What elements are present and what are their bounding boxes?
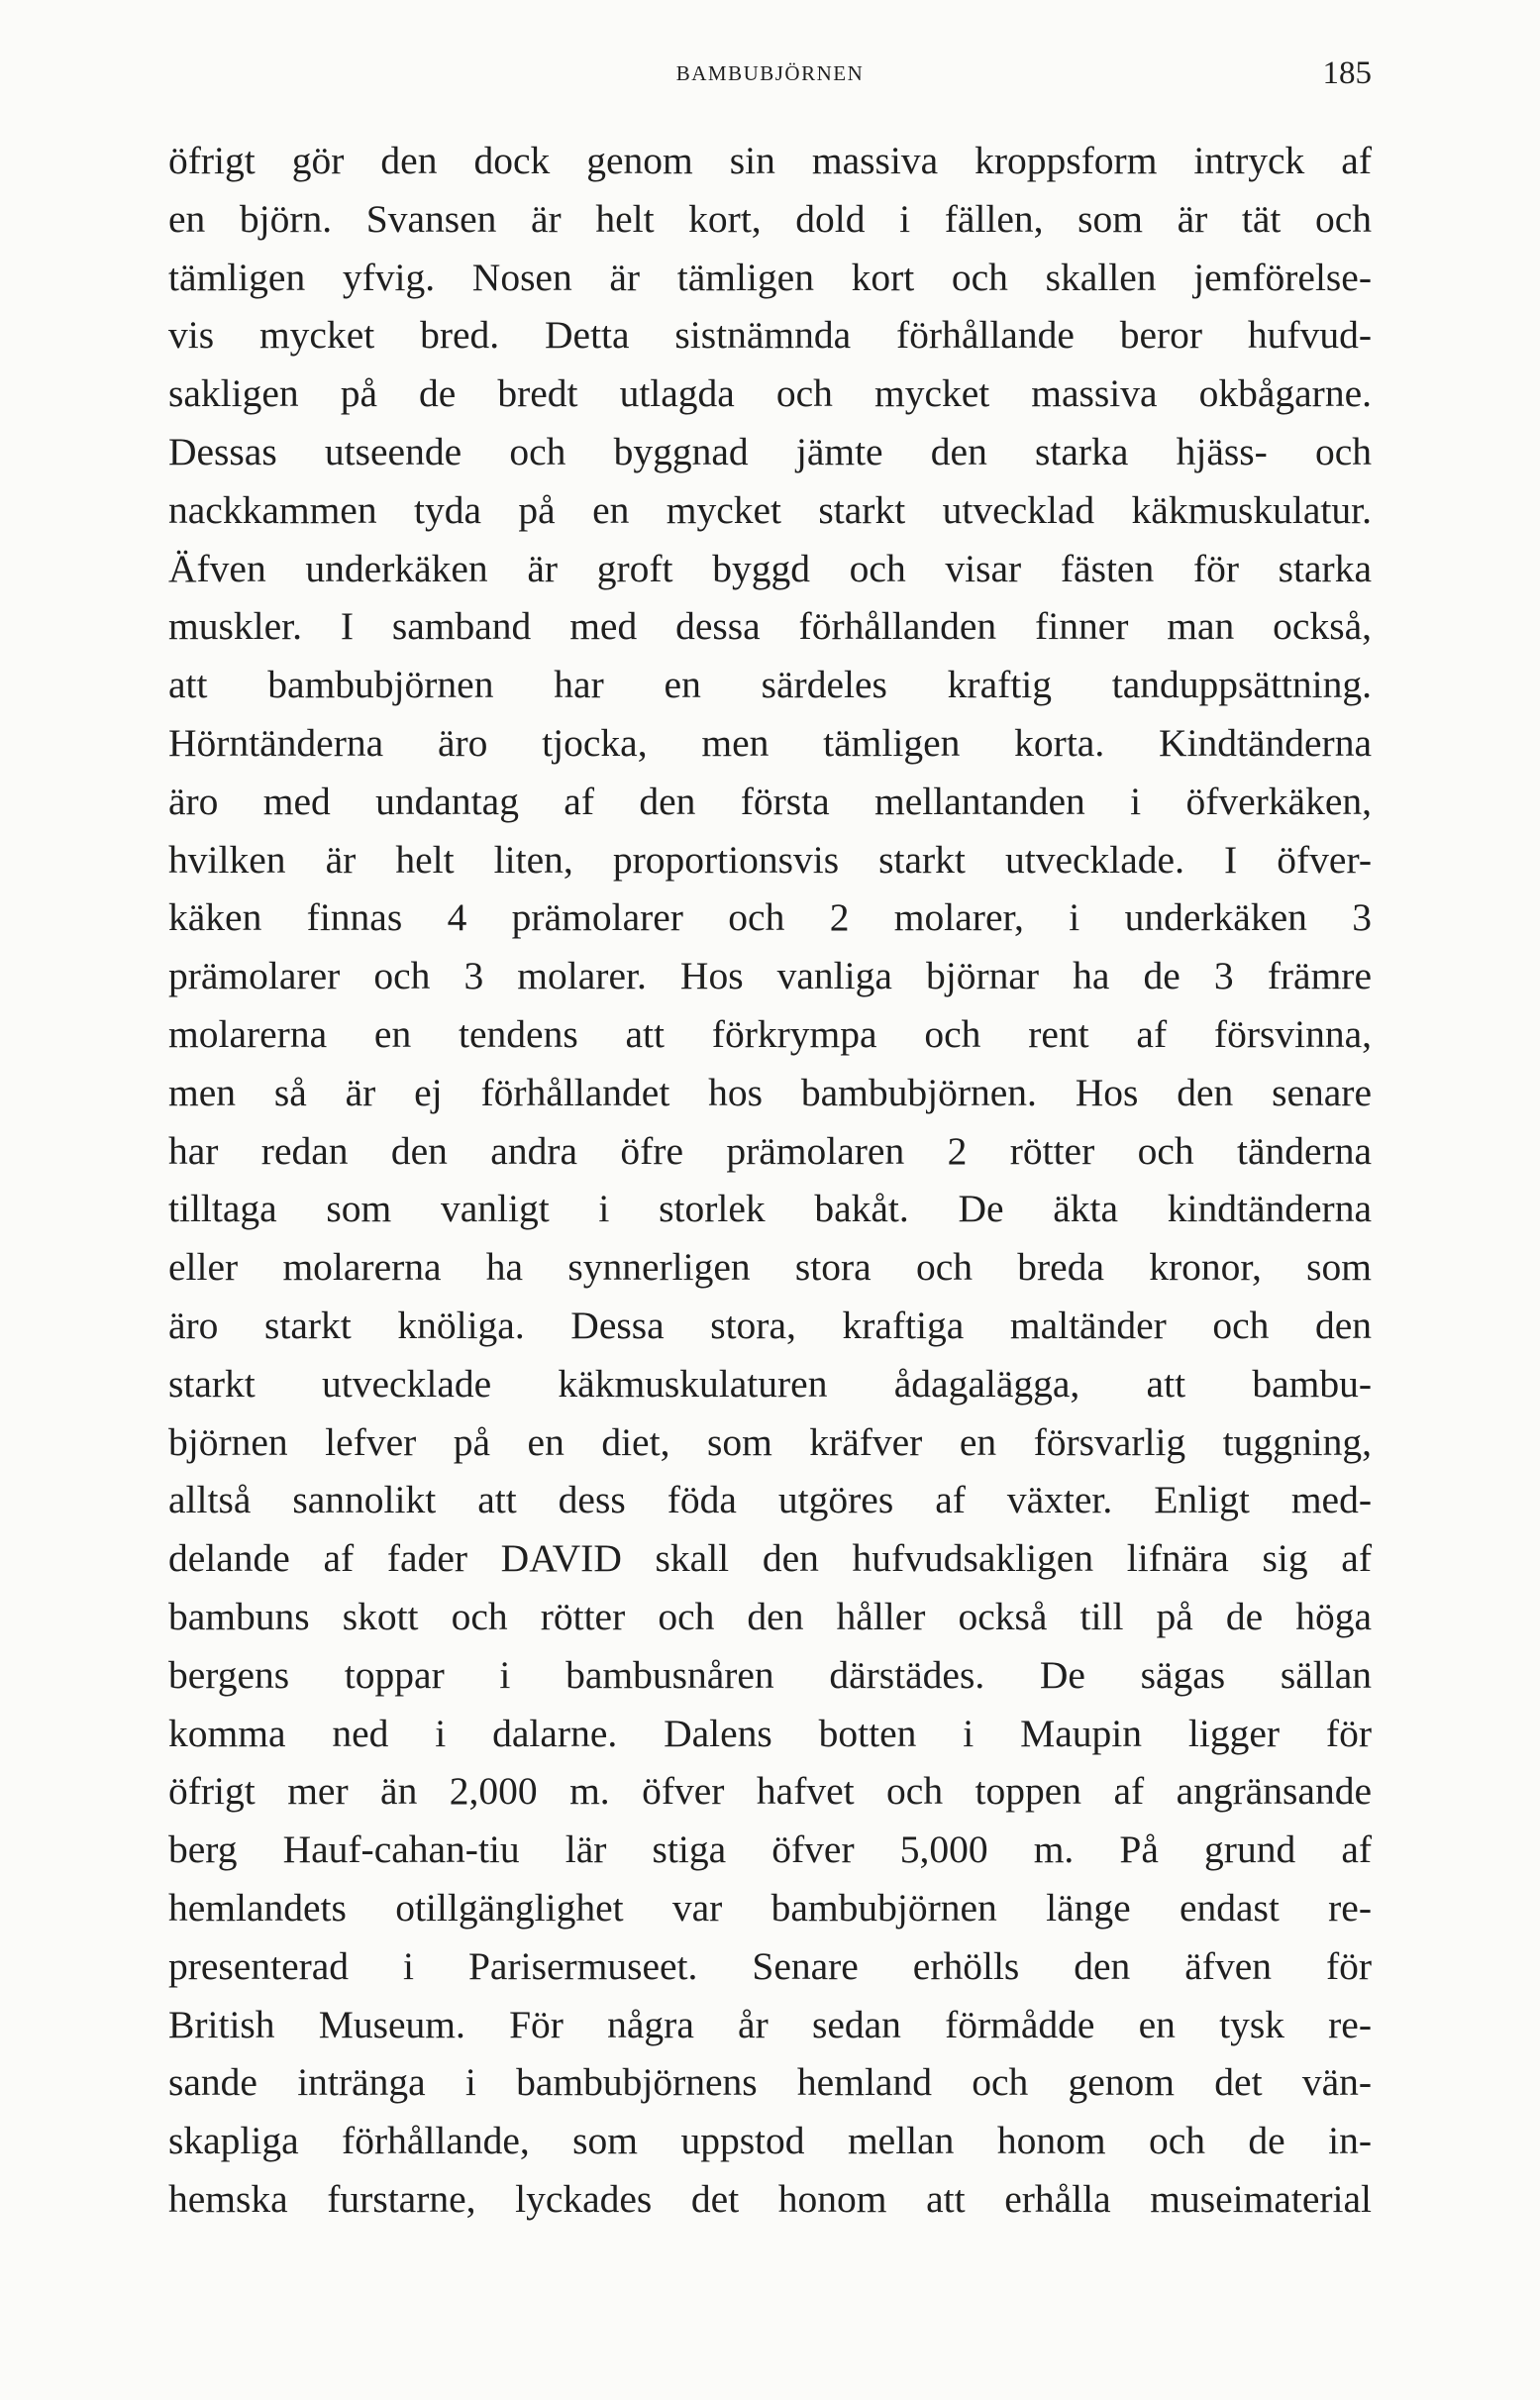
text-line: hvilken är helt liten, proportionsvis starkt utvecklade. I öfver- [168,837,1372,882]
text-line: Hörntänderna äro tjocka, men tämligen korta. Kindtänderna [168,720,1372,765]
text-line: sakligen på de bredt utlagda och mycket massiva okbågarne. [168,371,1372,416]
text-line: men så är ej förhållandet hos bambubjörnen. Hos den senare [168,1070,1372,1114]
text-line: har redan den andra öfre prämolaren 2 rötter och tänderna [168,1128,1372,1173]
text-line: vis mycket bred. Detta sistnämnda förhållande beror hufvud- [168,313,1372,358]
text-line: tämligen yfvig. Nosen är tämligen kort och skallen jemförelse- [168,255,1372,299]
text-line: Dessas utseende och byggnad jämte den starka hjäss- och [168,429,1372,473]
text-line: nackkammen tyda på en mycket starkt utvecklad käkmuskulatur. [168,487,1372,532]
text-line: äro starkt knöliga. Dessa stora, kraftiga maltänder och den [168,1303,1372,1347]
text-line: molarerna en tendens att förkrympa och rent af försvinna, [168,1011,1372,1056]
text-line: äro med undantag af den första mellantanden i öfverkäken, [168,779,1372,823]
text-line: prämolarer och 3 molarer. Hos vanliga björnar ha de 3 främre [168,954,1372,998]
text-line: alltså sannolikt att dess föda utgöres af växter. Enligt med- [168,1478,1372,1522]
body-text [168,132,1372,2229]
text-line: British Museum. För några år sedan förmådde en tysk re- [168,2002,1372,2046]
text-line: skapliga förhållande, som uppstod mellan honom och de in- [168,2119,1372,2163]
text-line: starkt utvecklade käkmuskulaturen ådagalägga, att bambu- [168,1361,1372,1406]
text-line: hemlandets otillgänglighet var bambubjörnen länge endast re- [168,1885,1372,1930]
text-line: Äfven underkäken är groft byggd och visar fästen för starka [168,546,1372,590]
text-line: muskler. I samband med dessa förhållanden finner man också, [168,604,1372,649]
text-line: presenterad i Parisermuseet. Senare erhölls den äfven för [168,1943,1372,1988]
text-line: bergens toppar i bambusnåren därstädes. De sägas sällan [168,1652,1372,1697]
text-line: delande af fader DAVID skall den hufvudsakligen lifnära sig af [168,1536,1372,1581]
running-head [168,55,1372,95]
text-line: käken finnas 4 prämolarer och 2 molarer, i underkäken 3 [168,895,1372,940]
text-line: öfrigt gör den dock genom sin massiva kroppsform intryck af [168,139,1372,182]
text-line: en björn. Svansen är helt kort, dold i fällen, som är tät och [168,196,1372,241]
page-number: 185 [1322,55,1372,91]
text-line: öfrigt mer än 2,000 m. öfver hafvet och toppen af angränsande [168,1769,1372,1814]
running-title: BAMBUBJÖRNEN [675,61,865,85]
text-line: tilltaga som vanligt i storlek bakåt. De äkta kindtänderna [168,1187,1372,1231]
text-line: att bambubjörnen har en särdeles kraftig tanduppsättning. [168,663,1372,707]
text-line: bambuns skott och rötter och den håller också till på de höga [168,1594,1372,1638]
text-line: björnen lefver på en diet, som kräfver en försvarlig tuggning, [168,1419,1372,1464]
text-line: eller molarerna ha synnerligen stora och breda kronor, som [168,1245,1372,1290]
text-line: hemska furstarne, lyckades det honom att erhålla museimaterial [168,2176,1372,2221]
text-line: berg Hauf-cahan-tiu lär stiga öfver 5,000 m. På grund af [168,1827,1372,1872]
text-line: sande intränga i bambubjörnens hemland och genom det vän- [168,2060,1372,2105]
text-line: komma ned i dalarne. Dalens botten i Maupin ligger för [168,1711,1372,1755]
